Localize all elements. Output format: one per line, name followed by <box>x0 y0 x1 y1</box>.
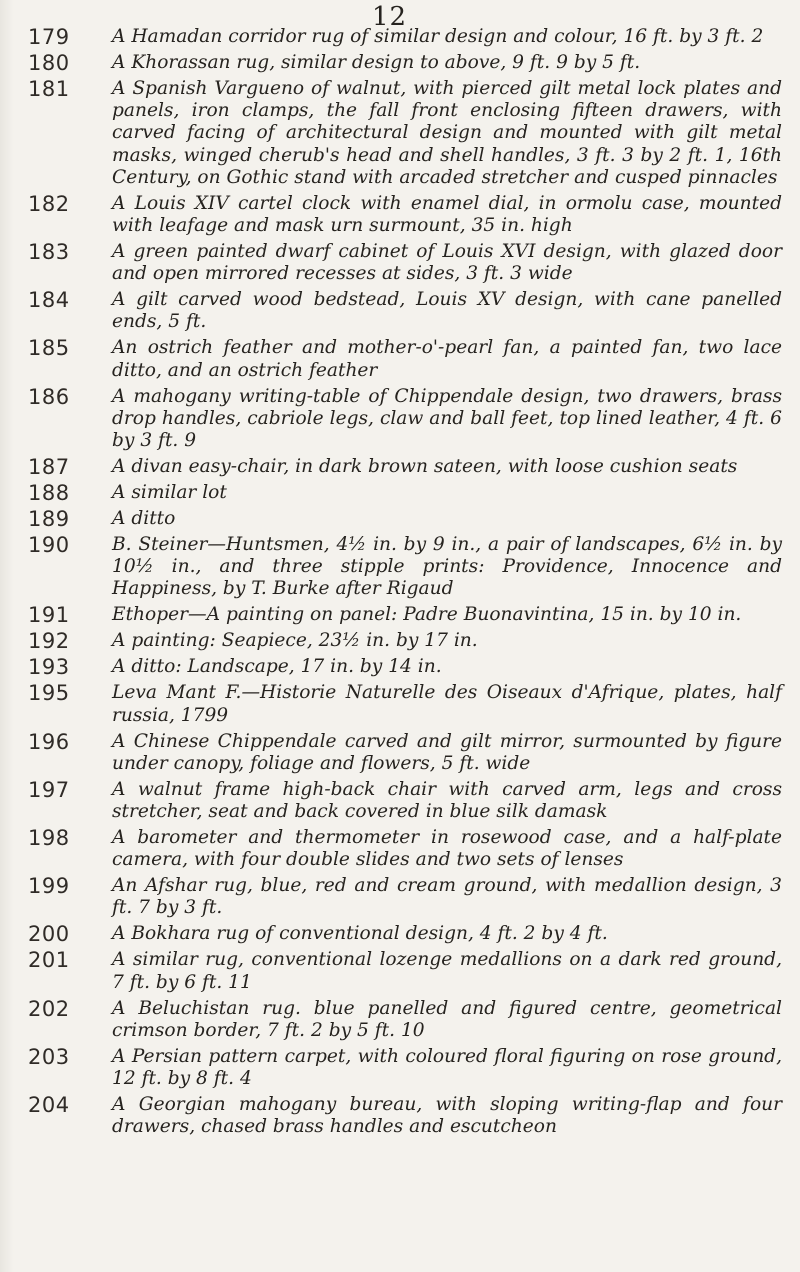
lot-description: A Khorassan rug, similar design to above, 9 ft. 9 by 5 ft. <box>112 52 641 73</box>
lot-number: 200 <box>28 922 70 947</box>
lot-entry <box>0 534 800 601</box>
lot-description: A gilt carved wood bedstead, Louis XV design, with cane panelled ends, 5 ft. <box>112 289 782 333</box>
page-number: 12 <box>372 2 408 32</box>
lot-number: 190 <box>28 533 70 558</box>
lot-entry <box>0 604 800 626</box>
lot-number: 183 <box>28 240 70 265</box>
lot-description: A ditto: Landscape, 17 in. by 14 in. <box>112 656 442 678</box>
lot-entry <box>0 241 800 285</box>
lot-description: An ostrich feather and mother-o'-pearl fan, a painted fan, two lace ditto, and an ostrich feather <box>112 337 782 381</box>
lot-number: 187 <box>28 455 70 480</box>
lot-number: 179 <box>28 25 70 49</box>
lot-number: 195 <box>28 681 70 706</box>
lot-description: A Georgian mahogany bureau, with sloping writing-flap and four drawers, chased brass handles and escutcheon <box>112 1094 782 1138</box>
lot-entry <box>0 456 800 478</box>
lot-entry <box>0 52 800 74</box>
lot-description: A green painted dwarf cabinet of Louis XVI design, with glazed door and open mirrored recesses at sides, 3 ft. 3 wide <box>112 241 782 285</box>
lot-description: A Persian pattern carpet, with coloured floral figuring on rose ground, 12 ft. by 8 ft. 4 <box>112 1045 782 1090</box>
lot-number: 203 <box>28 1044 70 1069</box>
lot-entry <box>0 1046 800 1090</box>
lot-entry <box>0 630 800 652</box>
lot-number: 201 <box>28 948 70 973</box>
lot-entry <box>0 779 800 823</box>
lot-list <box>0 26 800 1142</box>
lot-number: 189 <box>28 507 70 532</box>
lot-number: 182 <box>28 191 70 216</box>
lot-number: 197 <box>28 777 70 802</box>
lot-description: A Spanish Vargueno of walnut, with pierced gilt metal lock plates and panels, iron clamps, the fall front enclosing fifteen drawers, with carved facing of architectural design and mounted with gilt metal masks, winged cherub's head and shell handles, 3 ft. 3 by 2 ft. 1, 16th Century, on Gothic stand with arcaded stretcher and cusped pinnacles <box>112 78 782 188</box>
lot-number: 204 <box>28 1093 70 1118</box>
lot-number: 196 <box>28 729 70 754</box>
lot-description: A painting: Seapiece, 23½ in. by 17 in. <box>112 630 478 652</box>
lot-description: Ethoper—A painting on panel: Padre Buonavintina, 15 in. by 10 in. <box>112 604 742 626</box>
lot-entry <box>0 949 800 993</box>
lot-number: 180 <box>28 51 70 75</box>
lot-entry <box>0 386 800 453</box>
lot-entry <box>0 482 800 504</box>
lot-entry <box>0 78 800 189</box>
lot-entry <box>0 875 800 919</box>
lot-entry <box>0 827 800 871</box>
lot-entry <box>0 508 800 530</box>
lot-number: 202 <box>28 996 70 1021</box>
lot-entry <box>0 682 800 726</box>
lot-description: Leva Mant F.—Historie Naturelle des Oiseaux d'Afrique, plates, half russia, 1799 <box>112 682 782 726</box>
lot-number: 192 <box>28 629 70 654</box>
lot-number: 199 <box>28 874 70 899</box>
lot-entry <box>0 656 800 678</box>
lot-entry <box>0 289 800 333</box>
lot-description: An Afshar rug, blue, red and cream ground, with medallion design, 3 ft. 7 by 3 ft. <box>112 875 782 919</box>
lot-description: A walnut frame high-back chair with carved arm, legs and cross stretcher, seat and back covered in blue silk damask <box>112 778 782 823</box>
lot-entry <box>0 731 800 775</box>
lot-number: 186 <box>28 384 70 409</box>
lot-entry <box>0 1094 800 1138</box>
lot-number: 184 <box>28 288 70 313</box>
lot-description: A divan easy-chair, in dark brown sateen, with loose cushion seats <box>112 456 738 478</box>
lot-description: A similar lot <box>112 482 227 504</box>
lot-number: 191 <box>28 603 70 628</box>
lot-description: A Hamadan corridor rug of similar design and colour, 16 ft. by 3 ft. 2 <box>112 26 764 47</box>
lot-number: 188 <box>28 481 70 506</box>
lot-description: A Beluchistan rug. blue panelled and figured centre, geometrical crimson border, 7 ft. 2 by 5 ft. 10 <box>112 997 782 1041</box>
lot-description: A similar rug, conventional lozenge medallions on a dark red ground, 7 ft. by 6 ft. 11 <box>112 949 782 993</box>
lot-description: A ditto <box>112 508 176 530</box>
lot-description: A Chinese Chippendale carved and gilt mirror, surmounted by figure under canopy, foliage and flowers, 5 ft. wide <box>112 730 782 774</box>
lot-description: A Bokhara rug of conventional design, 4 ft. 2 by 4 ft. <box>112 923 608 945</box>
lot-number: 185 <box>28 336 70 361</box>
lot-number: 181 <box>28 77 70 101</box>
lot-description: A barometer and thermometer in rosewood case, and a half-plate camera, with four double slides and two sets of lenses <box>112 827 782 871</box>
lot-number: 198 <box>28 826 70 851</box>
lot-entry <box>0 26 800 48</box>
lot-description: A mahogany writing-table of Chippendale design, two drawers, brass drop handles, cabriole legs, claw and ball feet, top lined leather, 4 ft. 6 by 3 ft. 9 <box>112 385 782 452</box>
lot-entry <box>0 337 800 381</box>
lot-entry <box>0 998 800 1042</box>
lot-description: A Louis XIV cartel clock with enamel dial, in ormolu case, mounted with leafage and mask urn surmount, 35 in. high <box>112 192 782 237</box>
lot-entry <box>0 193 800 237</box>
lot-number: 193 <box>28 655 70 680</box>
lot-description: B. Steiner—Huntsmen, 4½ in. by 9 in., a pair of landscapes, 6½ in. by 10½ in., and three stipple prints: Providence, Innocence and Happiness, by T. Burke after Rigaud <box>112 534 782 600</box>
lot-entry <box>0 923 800 945</box>
